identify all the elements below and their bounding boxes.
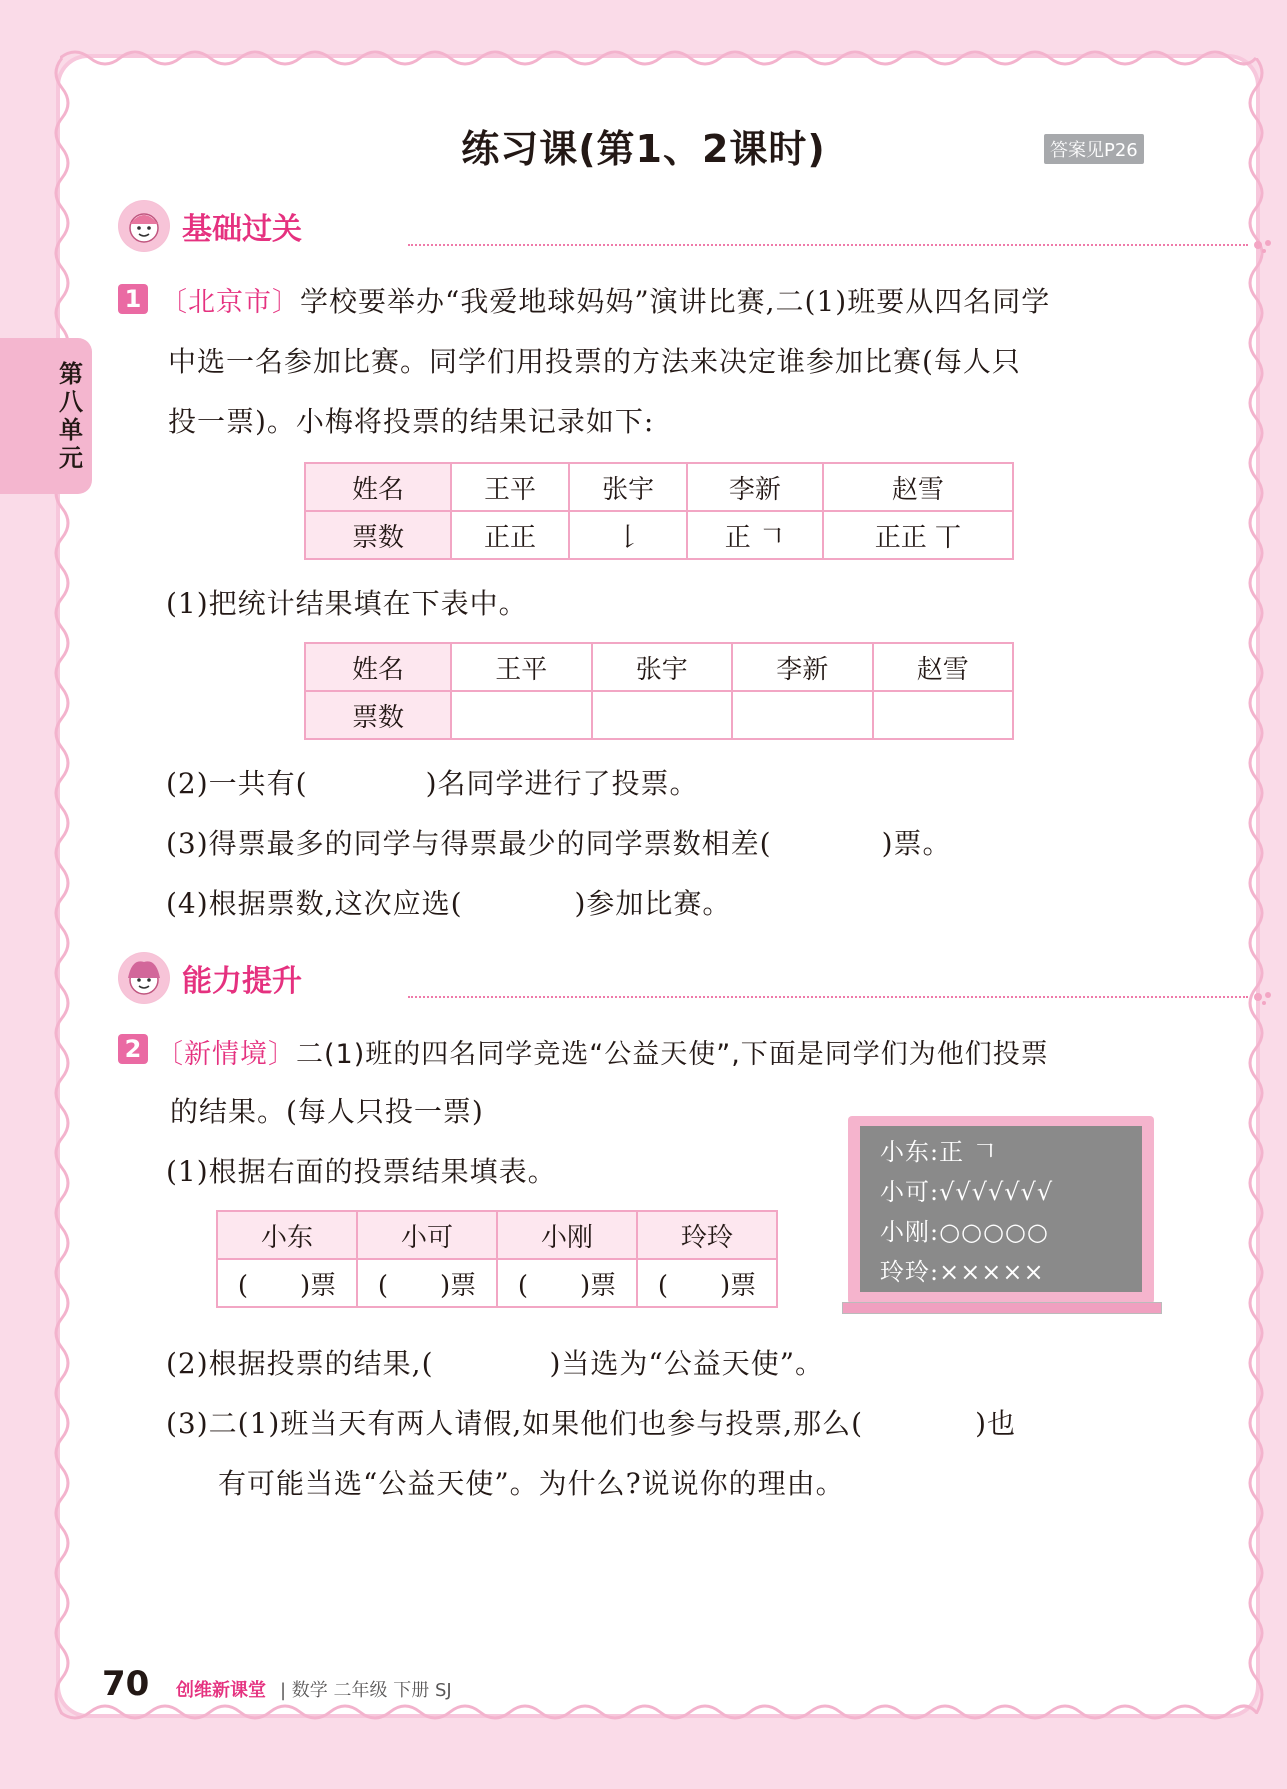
q2-sub-2 (166, 1342, 824, 1382)
name-cell: 小可 (357, 1211, 497, 1259)
answer-blank-cell[interactable] (592, 691, 733, 739)
page-number: 70 (102, 1664, 150, 1704)
q2-sub-3-cont: 有可能当选“公益天使”。为什么?说说你的理由。 (218, 1467, 845, 1500)
vote-answer-cell[interactable] (217, 1259, 357, 1307)
name-cell: 小东 (217, 1211, 357, 1259)
q1-sub-4-start: (4)根据票数,这次应选( (166, 887, 463, 920)
paren-close: )票 (720, 1270, 757, 1301)
scalloped-border-right (1244, 58, 1268, 1714)
q1-sub-1: (1)把统计结果填在下表中。 (166, 587, 528, 620)
tally-record-table (304, 462, 1014, 560)
question-number-1: 1 (118, 284, 148, 314)
header-cell: 票数 (305, 691, 451, 739)
q1-sub-2 (166, 762, 699, 802)
section-header-basics (118, 200, 1158, 256)
vote-fill-table (216, 1210, 778, 1308)
scalloped-border-bottom (60, 1700, 1256, 1724)
q1-sub-3-start: (3)得票最多的同学与得票最少的同学票数相差( (166, 827, 772, 860)
board-result-lingling: 玲玲:××××× (880, 1258, 1045, 1286)
paren-open: ( (657, 1270, 668, 1301)
decorative-dots-icon (1252, 988, 1276, 1006)
section-title: 基础过关 (182, 212, 302, 247)
decorative-dots-icon (1252, 236, 1276, 254)
scalloped-border-top (60, 46, 1256, 70)
paren-open: ( (237, 1270, 248, 1301)
section-divider (408, 996, 1248, 998)
q2-sub-3 (166, 1402, 1016, 1442)
q1-line-2: 中选一名参加比赛。同学们用投票的方法来决定谁参加比赛(每人只 (168, 345, 1021, 378)
q2-sub-3-end: )也 (975, 1407, 1016, 1440)
name-cell: 王平 (451, 463, 569, 511)
paren-open: ( (377, 1270, 388, 1301)
name-cell: 赵雪 (823, 463, 1013, 511)
blackboard-ledge (842, 1302, 1162, 1314)
header-cell: 姓名 (305, 463, 451, 511)
answer-blank-cell[interactable] (873, 691, 1014, 739)
q2-sub-2-end: )当选为“公益天使”。 (549, 1347, 825, 1380)
q2-sub-2-start: (2)根据投票的结果,( (166, 1347, 434, 1380)
answer-blank-cell[interactable] (451, 691, 592, 739)
vote-answer-cell[interactable] (497, 1259, 637, 1307)
paren-close: )票 (580, 1270, 617, 1301)
q1-sub-3 (166, 822, 952, 862)
q2-line-1 (156, 1032, 1049, 1071)
footer-book-info: | 数学 二年级 下册 SJ (280, 1680, 452, 1701)
girl-mascot-icon (118, 200, 170, 252)
q1-sub-3-end: )票。 (881, 827, 952, 860)
tally-cell: 正 𠃍 (687, 511, 822, 559)
tally-cell: 正正 丅 (823, 511, 1013, 559)
q2-line-2: 的结果。(每人只投一票) (170, 1095, 484, 1128)
vote-answer-cell[interactable] (637, 1259, 777, 1307)
answer-reference-badge: 答案见P26 (1044, 134, 1144, 164)
q1-sub-2-end: )名同学进行了投票。 (425, 767, 699, 800)
name-cell: 小刚 (497, 1211, 637, 1259)
board-result-xiaogang: 小刚:○○○○○ (880, 1218, 1049, 1246)
name-cell: 李新 (687, 463, 822, 511)
footer-brand: 创维新课堂 (176, 1680, 266, 1701)
q1-line-3: 投一票)。小梅将投票的结果记录如下: (168, 405, 655, 438)
name-cell: 玲玲 (637, 1211, 777, 1259)
page-title: 练习课(第1、2课时) (461, 127, 826, 171)
tally-cell: 𠄌 (569, 511, 687, 559)
answer-blank-cell[interactable] (732, 691, 873, 739)
q1-line-1 (160, 280, 1050, 320)
paren-close: )票 (300, 1270, 337, 1301)
q2-source-tag: 〔新情境〕 (156, 1039, 296, 1070)
header-cell: 姓名 (305, 643, 451, 691)
q1-sub-4-end: )参加比赛。 (574, 887, 732, 920)
paren-open: ( (517, 1270, 528, 1301)
q2-sub-1: (1)根据右面的投票结果填表。 (166, 1155, 557, 1188)
q1-source-tag: 〔北京市〕 (160, 287, 300, 318)
scalloped-border-left (50, 58, 74, 1714)
q1-sub-2-start: (2)一共有( (166, 767, 308, 800)
board-result-xiaoke: 小可:√√√√√√√ (880, 1178, 1054, 1206)
section-title: 能力提升 (182, 964, 302, 999)
name-cell: 张宇 (592, 643, 733, 691)
board-result-xiaodong: 小东:正 𠃍 (880, 1138, 998, 1166)
name-cell: 张宇 (569, 463, 687, 511)
name-cell: 王平 (451, 643, 592, 691)
header-cell: 票数 (305, 511, 451, 559)
girl-mascot-icon (118, 952, 170, 1004)
q2-text: 二(1)班的四名同学竞选“公益天使”,下面是同学们为他们投票 (296, 1039, 1049, 1070)
paren-close: )票 (440, 1270, 477, 1301)
section-header-advanced (118, 952, 1158, 1008)
unit-side-tab-label: 第八单元 (59, 360, 83, 472)
vote-count-answer-table (304, 642, 1014, 740)
q2-sub-3-start: (3)二(1)班当天有两人请假,如果他们也参与投票,那么( (166, 1407, 864, 1440)
q1-text: 学校要举办“我爱地球妈妈”演讲比赛,二(1)班要从四名同学 (300, 285, 1051, 318)
q1-sub-4 (166, 882, 731, 922)
name-cell: 李新 (732, 643, 873, 691)
question-number-2: 2 (118, 1034, 148, 1064)
tally-cell: 正正 (451, 511, 569, 559)
section-divider (408, 244, 1248, 246)
vote-answer-cell[interactable] (357, 1259, 497, 1307)
name-cell: 赵雪 (873, 643, 1014, 691)
